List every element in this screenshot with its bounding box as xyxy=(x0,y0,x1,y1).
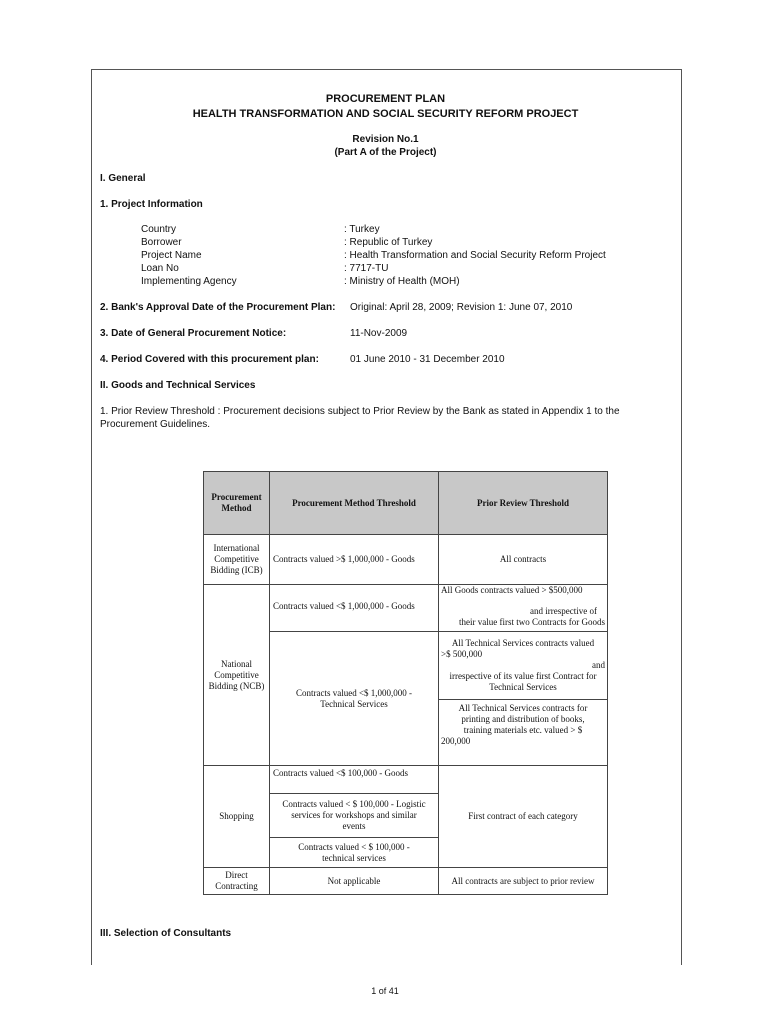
method-cell xyxy=(204,868,270,895)
page-number: 1 of 41 xyxy=(371,986,399,996)
prior-review-text: Procurement Guidelines. xyxy=(100,419,211,430)
review-text: and xyxy=(592,660,605,670)
threshold-cell xyxy=(270,794,439,838)
column-header: Prior Review Threshold xyxy=(439,472,608,535)
threshold-text: technical services xyxy=(322,852,386,863)
review-text: irrespective of its value first Contract for xyxy=(449,671,597,681)
notice-label: 3. Date of General Procurement Notice: xyxy=(100,328,287,339)
info-value: : Health Transformation and Social Security Reform Project xyxy=(344,250,606,261)
threshold-text: services for workshops and similar xyxy=(291,810,417,820)
method-text: Contracting xyxy=(215,881,258,891)
threshold-text: Contracts valued < $ 100,000 - Logistic xyxy=(282,799,426,809)
table-row xyxy=(204,585,608,632)
column-header: Procurement Method Threshold xyxy=(270,472,439,535)
review-cell xyxy=(439,700,608,766)
review-cell xyxy=(439,632,608,700)
review-text: 200,000 xyxy=(441,736,471,746)
section-consultants: III. Selection of Consultants xyxy=(100,928,232,939)
threshold-cell xyxy=(270,585,439,632)
title-line2: HEALTH TRANSFORMATION AND SOCIAL SECURITY REFORM PROJECT xyxy=(192,108,579,120)
method-cell: National Competitive Bidding (NCB) xyxy=(204,585,270,766)
threshold-cell xyxy=(270,632,439,766)
method-cell: Shopping xyxy=(204,766,270,868)
review-cell: First contract of each category xyxy=(439,766,608,868)
prior-review-text: 1. Prior Review Threshold : Procurement decisions subject to Prior Review by the Bank as stated in Appendix 1 to the xyxy=(100,406,620,417)
review-text: All Goods contracts valued > $500,000 xyxy=(441,585,583,595)
project-info-heading: 1. Project Information xyxy=(100,199,203,210)
review-cell xyxy=(439,585,608,632)
threshold-text: events xyxy=(342,821,366,831)
table-row xyxy=(204,535,608,585)
info-label: Borrower xyxy=(141,237,182,248)
info-label: Loan No xyxy=(141,263,179,274)
threshold-cell: Not applicable xyxy=(270,868,439,895)
table-row xyxy=(204,766,608,794)
period-value: 01 June 2010 - 31 December 2010 xyxy=(350,354,505,365)
review-text: >$ 500,000 xyxy=(441,649,483,659)
title-line1: PROCUREMENT PLAN xyxy=(325,93,446,105)
approval-value: Original: April 28, 2009; Revision 1: June 07, 2010 xyxy=(350,302,573,313)
approval-label: 2. Bank's Approval Date of the Procurement Plan: xyxy=(100,302,336,313)
review-text: All Technical Services contracts for xyxy=(458,703,588,713)
info-label: Project Name xyxy=(141,250,202,261)
column-header: Procurement Method xyxy=(204,472,270,535)
review-text: printing and distribution of books, xyxy=(461,714,585,724)
section-goods: II. Goods and Technical Services xyxy=(100,380,256,391)
info-value: : Republic of Turkey xyxy=(344,237,433,248)
threshold-text: Contracts valued <$ 1,000,000 - Goods xyxy=(273,601,415,611)
review-cell: All contracts xyxy=(439,535,608,585)
part-label: (Part A of the Project) xyxy=(334,147,437,158)
threshold-table xyxy=(203,471,608,895)
threshold-cell: Contracts valued <$ 100,000 - Goods xyxy=(270,766,439,794)
method-cell: International Competitive Bidding (ICB) xyxy=(204,535,270,585)
method-text: Direct xyxy=(225,870,248,880)
review-text: their value first two Contracts for Goods xyxy=(459,617,605,627)
info-value: : Turkey xyxy=(344,224,380,235)
threshold-text: Contracts valued <$ 1,000,000 - xyxy=(295,687,413,698)
review-cell: All contracts are subject to prior review xyxy=(439,868,608,895)
info-value: : Ministry of Health (MOH) xyxy=(344,276,460,287)
threshold-text: Technical Services xyxy=(320,698,388,709)
review-text: training materials etc. valued > $ xyxy=(463,725,583,735)
notice-value: 11-Nov-2009 xyxy=(350,328,408,339)
review-text: and irrespective of xyxy=(530,606,597,616)
table-row xyxy=(204,868,608,895)
threshold-cell xyxy=(270,838,439,868)
info-value: : 7717-TU xyxy=(344,263,389,274)
section-general: I. General xyxy=(100,173,146,184)
review-text: All Technical Services contracts valued xyxy=(451,638,595,648)
period-label: 4. Period Covered with this procurement plan: xyxy=(100,354,319,365)
review-text: Technical Services xyxy=(489,682,557,692)
info-label: Implementing Agency xyxy=(141,276,237,287)
threshold-cell: Contracts valued >$ 1,000,000 - Goods xyxy=(270,535,439,585)
revision-label: Revision No.1 xyxy=(352,134,419,145)
info-label: Country xyxy=(141,224,177,235)
threshold-text: Contracts valued < $ 100,000 - xyxy=(298,841,410,852)
table-header-row xyxy=(204,472,608,535)
